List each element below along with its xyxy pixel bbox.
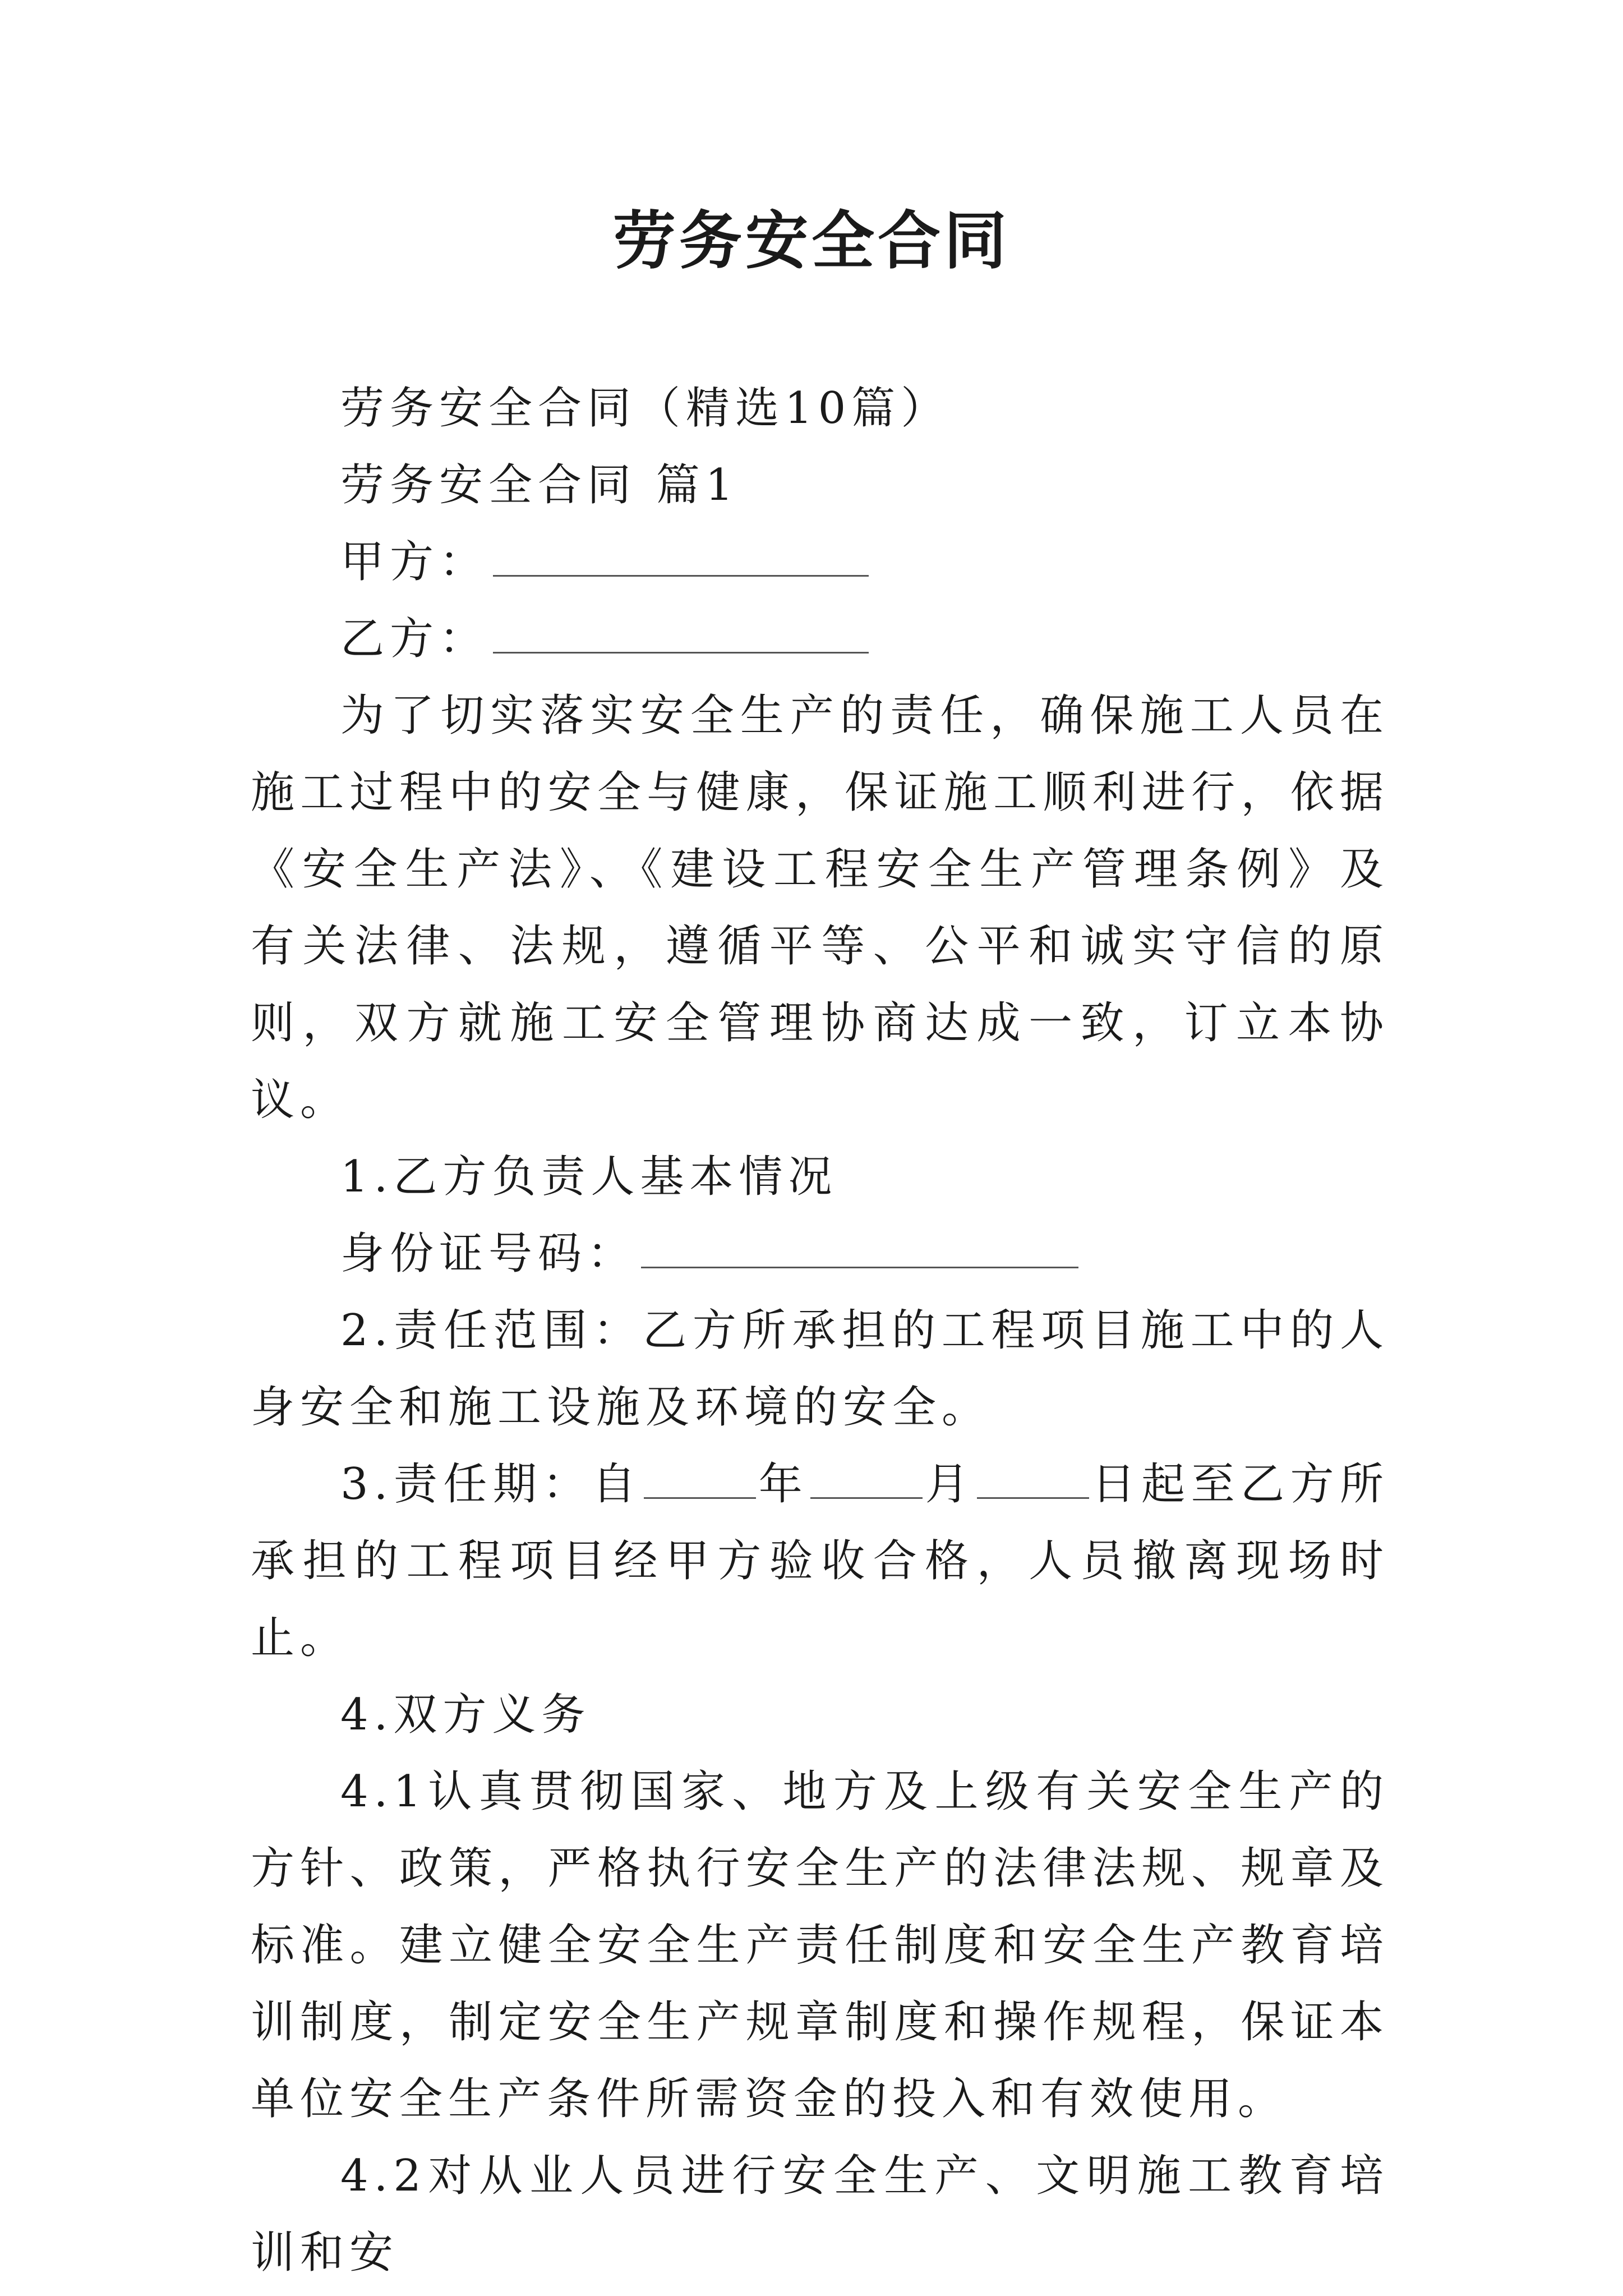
party-b-blank [493,613,869,654]
id-number-line [251,1216,1389,1292]
item-2: 2.责任范围：乙方所承担的工程项目施工中的人身安全和施工设施及环境的安全。 [251,1305,1389,1433]
year-blank [644,1458,756,1499]
item-3-year: 年 [758,1459,809,1510]
item-3-month: 月 [925,1459,975,1510]
id-number-blank [641,1227,1078,1268]
document-title: 劳务安全合同 [613,204,1010,278]
party-b-line [251,601,1389,678]
item-3-prefix: 3.责任期：自 [340,1459,642,1510]
month-blank [810,1458,923,1499]
item-3 [251,1446,1389,1677]
party-a-label: 甲方： [340,537,489,587]
document-subtitle: 劳务安全合同（精选10篇） [340,383,951,434]
item-1: 1.乙方负责人基本情况 [340,1152,838,1202]
id-number-label: 身份证号码： [340,1228,637,1279]
document-body [251,370,1389,2292]
item-4-1: 4.1认真贯彻国家、地方及上级有关安全生产的方针、政策，严格执行安全生产的法律法规、规章及标准。建立健全安全生产责任制度和安全生产教育培训制度，制定安全生产规章制度和操作规程，保证本单位安全生产条件所需资金的投入和有效使用。 [251,1766,1389,2124]
party-a-line [251,524,1389,601]
party-a-blank [493,536,869,577]
section-heading: 劳务安全合同 篇1 [340,460,739,510]
item-4-2: 4.2对从业人员进行安全生产、文明施工教育培训和安 [251,2151,1389,2278]
party-b-label: 乙方： [340,614,489,664]
intro-paragraph: 为了切实落实安全生产的责任，确保施工人员在施工过程中的安全与健康，保证施工顺利进行，依据《安全生产法》、《建设工程安全生产管理条例》及有关法律、法规，遵循平等、公平和诚实守信的原则，双方就施工安全管理协商达成一致，订立本协议。 [251,691,1389,1125]
item-4: 4.双方义务 [340,1690,591,1740]
day-blank [977,1458,1089,1499]
item-3-suffix: 日起至乙方所承担的工程项目经甲方验收合格，人员撤离现场时止。 [251,1459,1389,1663]
